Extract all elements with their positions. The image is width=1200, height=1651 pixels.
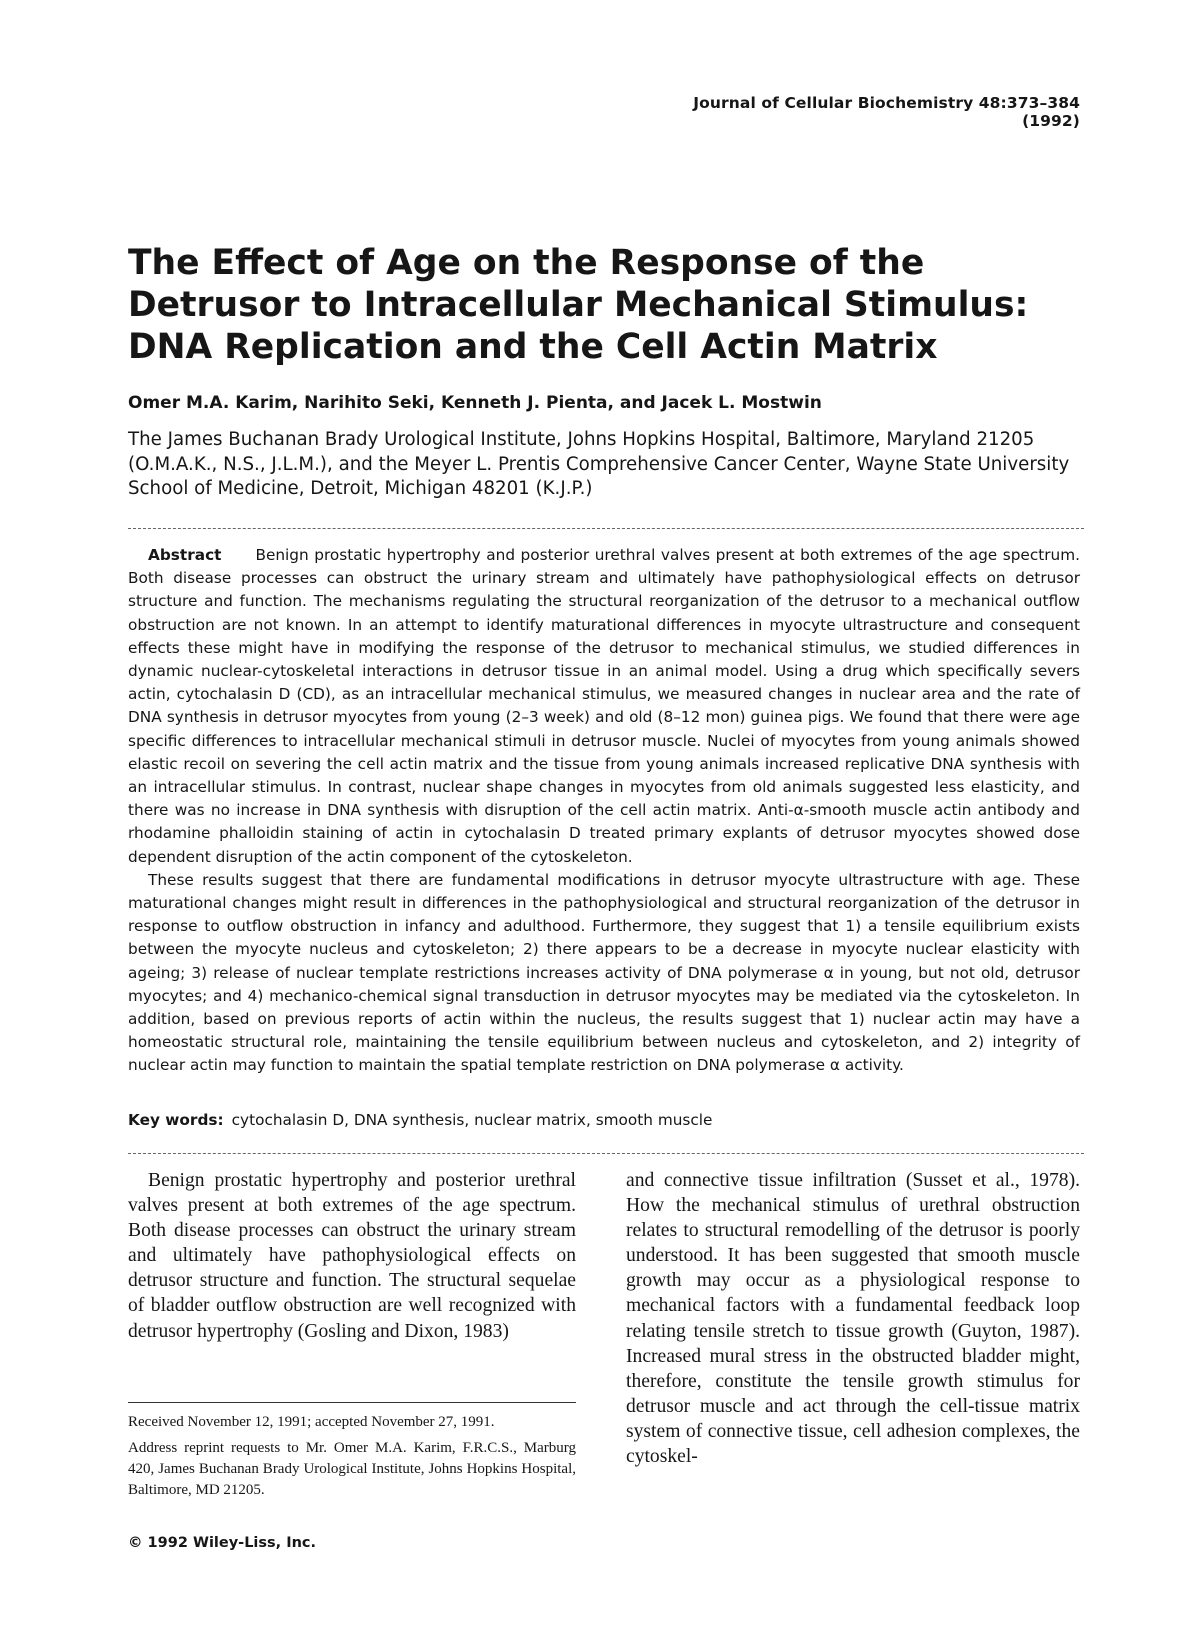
keywords-label: Key words: — [128, 1111, 224, 1129]
abstract-paragraph-2: These results suggest that there are fundamental modifications in detrusor myocyte ultrastructure with age. These maturational changes might result in differences in the pathophysiological and structural reorganization of the detrusor in response to outflow obstruction in infancy and adulthood. Furthermore, they suggest that 1) a tensile equilibrium exists between the myocyte nucleus and cytoskeleton; 2) there appears to be a decrease in myocyte nuclear elasticity with ageing; 3) release of nuclear template restrictions increases activity of DNA polymerase α in young, but not old, detrusor myocytes; and 4) mechanico-chemical signal transduction in detrusor myocytes may be mediated via the cytoskeleton. In addition, based on previous reports of actin within the nucleus, the results suggest that 1) nuclear actin may have a homeostatic structural role, maintaining the tensile equilibrium between nucleus and cytoskeleton, and 2) integrity of nuclear actin may function to maintain the spatial template restriction on DNA polymerase α activity. — [128, 870, 1080, 1075]
abstract-label: Abstract — [148, 546, 222, 564]
abstract-section — [128, 544, 1080, 1078]
section-divider-bottom — [128, 1153, 1084, 1154]
keywords-line — [128, 1111, 1080, 1129]
footnote-divider — [128, 1402, 576, 1403]
footnote-received: Received November 12, 1991; accepted November 27, 1991. — [128, 1414, 495, 1430]
article-title: The Effect of Age on the Response of the Detrusor to Intracellular Mechanical Stimulus: DNA Replication and the Cell Actin Matrix — [128, 243, 1029, 367]
abstract-paragraph-1 — [128, 544, 1080, 869]
body-column-right: and connective tissue infiltration (Susset et al., 1978). How the mechanical stimulus of urethral obstruction relates to structural remodelling of the detrusor is poorly understood. It has been suggested that smooth muscle growth may occur as a physiological response to mechanical factors with a fundamental feedback loop relating tensile stretch to tissue growth (Guyton, 1987). Increased mural stress in the obstructed bladder might, therefore, constitute the tensile growth stimulus for detrusor muscle and act through the cell-tissue matrix system of connective tissue, cell adhesion complexes, the cytoskel- — [626, 1170, 1080, 1468]
keywords-text: cytochalasin D, DNA synthesis, nuclear matrix, smooth muscle — [231, 1111, 713, 1129]
abstract-text-1: Benign prostatic hypertrophy and posterior urethral valves present at both extremes of the age spectrum. Both disease processes can obstruct the urinary stream and ultimately have pathophysiological effects on detrusor structure and function. The mechanisms regulating the structural reorganization of the detrusor to a mechanical outflow obstruction are not known. In an attempt to identify maturational differences in myocyte ultrastructure and consequent effects these might have in modifying the response of the detrusor to mechanical stimulus, we studied differences in dynamic nuclear-cytoskeletal interactions in detrusor tissue in an animal model. Using a drug which specifically severs actin, cytochalasin D (CD), as an intracellular mechanical stimulus, we measured changes in nuclear area and the rate of DNA synthesis in detrusor myocytes from young (2–3 week) and old (8–12 mon) guinea pigs. We found that there were age specific differences to intracellular mechanical stimuli in detrusor muscle. Nuclei of myocytes from young animals showed elastic recoil on severing the cell actin matrix and the tissue from young animals increased replicative DNA synthesis with an intracellular stimulus. In contrast, nuclear shape changes in myocytes from old animals suggested less elasticity, and there was no increase in DNA synthesis with disruption of the cell actin matrix. Anti-α-smooth muscle actin antibody and rhodamine phalloidin staining of actin in cytochalasin D treated primary explants of detrusor myocytes showed dose dependent disruption of the actin component of the cytoskeleton. — [128, 546, 1080, 866]
footnote-address: Address reprint requests to Mr. Omer M.A. Karim, F.R.C.S., Marburg 420, James Buchanan Brady Urological Institute, Johns Hopkins Hospital, Baltimore, MD 21205. — [128, 1440, 576, 1498]
footnotes — [128, 1412, 576, 1501]
copyright-notice: © 1992 Wiley-Liss, Inc. — [128, 1535, 317, 1551]
author-list: Omer M.A. Karim, Narihito Seki, Kenneth J. Pienta, and Jacek L. Mostwin — [128, 393, 822, 413]
affiliation: The James Buchanan Brady Urological Institute, Johns Hopkins Hospital, Baltimore, Maryland 21205 (O.M.A.K., N.S., J.L.M.), and the Meyer L. Prentis Comprehensive Cancer Center, Wayne State University School of Medicine, Detroit, Michigan 48201 (K.J.P.) — [128, 429, 1070, 499]
body-column-left: Benign prostatic hypertrophy and posterior urethral valves present at both extremes of the age spectrum. Both disease processes can obstruct the urinary stream and ultimately have pathophysiological effects on detrusor structure and function. The structural sequelae of bladder outflow obstruction are well recognized with detrusor hypertrophy (Gosling and Dixon, 1983) — [128, 1170, 576, 1342]
journal-header: Journal of Cellular Biochemistry 48:373–384 (1992) — [693, 94, 1080, 130]
section-divider-top — [128, 528, 1084, 529]
